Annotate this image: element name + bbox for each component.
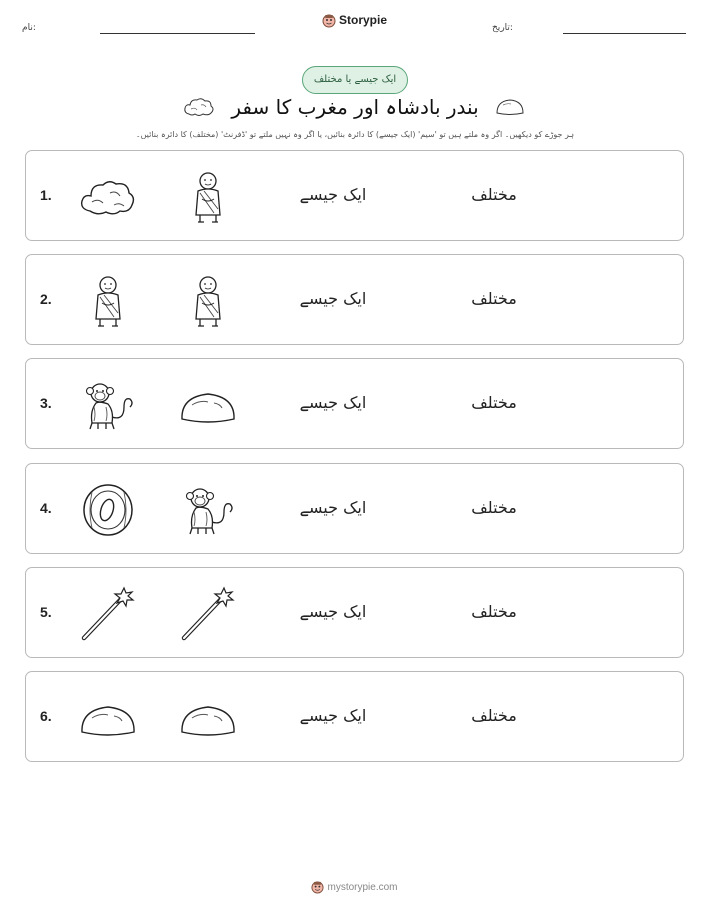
different-option[interactable]: مختلف xyxy=(471,289,517,308)
staff-icon xyxy=(78,586,138,642)
worksheet-type-pill: ایک جیسے یا مختلف xyxy=(302,66,408,94)
row-number: 5. xyxy=(40,604,52,620)
monkey-icon xyxy=(78,377,138,433)
monk-icon xyxy=(178,273,238,329)
different-option[interactable]: مختلف xyxy=(471,185,517,204)
peach-icon xyxy=(78,482,138,538)
monkey-icon xyxy=(178,482,238,538)
brand xyxy=(0,13,709,28)
same-option[interactable]: ایک جیسے xyxy=(299,393,367,412)
different-option[interactable]: مختلف xyxy=(471,706,517,725)
instructions: ہر جوڑے کو دیکھیں۔ اگر وہ ملتے ہیں تو 'سیم' (ایک جیسے) کا دائرہ بنائیں، یا اگر وہ نہیں ملتے تو 'ڈفرنٹ' (مختلف) کا دائرہ بنائیں۔ xyxy=(135,130,575,139)
storypie-logo-icon xyxy=(322,14,336,28)
storypie-logo-icon xyxy=(311,881,324,894)
same-option[interactable]: ایک جیسے xyxy=(299,602,367,621)
row-number: 6. xyxy=(40,708,52,724)
exercise-row xyxy=(25,463,684,554)
exercise-row xyxy=(25,150,684,241)
same-option[interactable]: ایک جیسے xyxy=(299,289,367,308)
different-option[interactable]: مختلف xyxy=(471,498,517,517)
row-number: 3. xyxy=(40,395,52,411)
rock-icon xyxy=(78,690,138,746)
cloud-icon xyxy=(78,169,138,225)
same-option[interactable]: ایک جیسے xyxy=(299,498,367,517)
exercise-row xyxy=(25,567,684,658)
rock-icon xyxy=(495,97,525,117)
date-line[interactable] xyxy=(563,33,686,34)
brand-name: Storypie xyxy=(338,13,387,27)
exercise-row xyxy=(25,671,684,762)
rock-icon xyxy=(178,690,238,746)
same-option[interactable]: ایک جیسے xyxy=(299,185,367,204)
row-number: 1. xyxy=(40,187,52,203)
exercise-row xyxy=(25,254,684,345)
rock-icon xyxy=(178,377,238,433)
footer xyxy=(0,881,709,894)
same-option[interactable]: ایک جیسے xyxy=(299,706,367,725)
page-title: بندر بادشاہ اور مغرب کا سفر xyxy=(231,95,479,119)
row-number: 4. xyxy=(40,500,52,516)
exercise-row xyxy=(25,358,684,449)
row-number: 2. xyxy=(40,291,52,307)
different-option[interactable]: مختلف xyxy=(471,393,517,412)
different-option[interactable]: مختلف xyxy=(471,602,517,621)
date-label: تاریخ: xyxy=(492,23,513,33)
staff-icon xyxy=(178,586,238,642)
monk-icon xyxy=(78,273,138,329)
footer-site[interactable]: mystorypie.com xyxy=(327,882,398,894)
monk-icon xyxy=(178,169,238,225)
name-label: نام: xyxy=(22,23,36,33)
name-line[interactable] xyxy=(100,33,255,34)
